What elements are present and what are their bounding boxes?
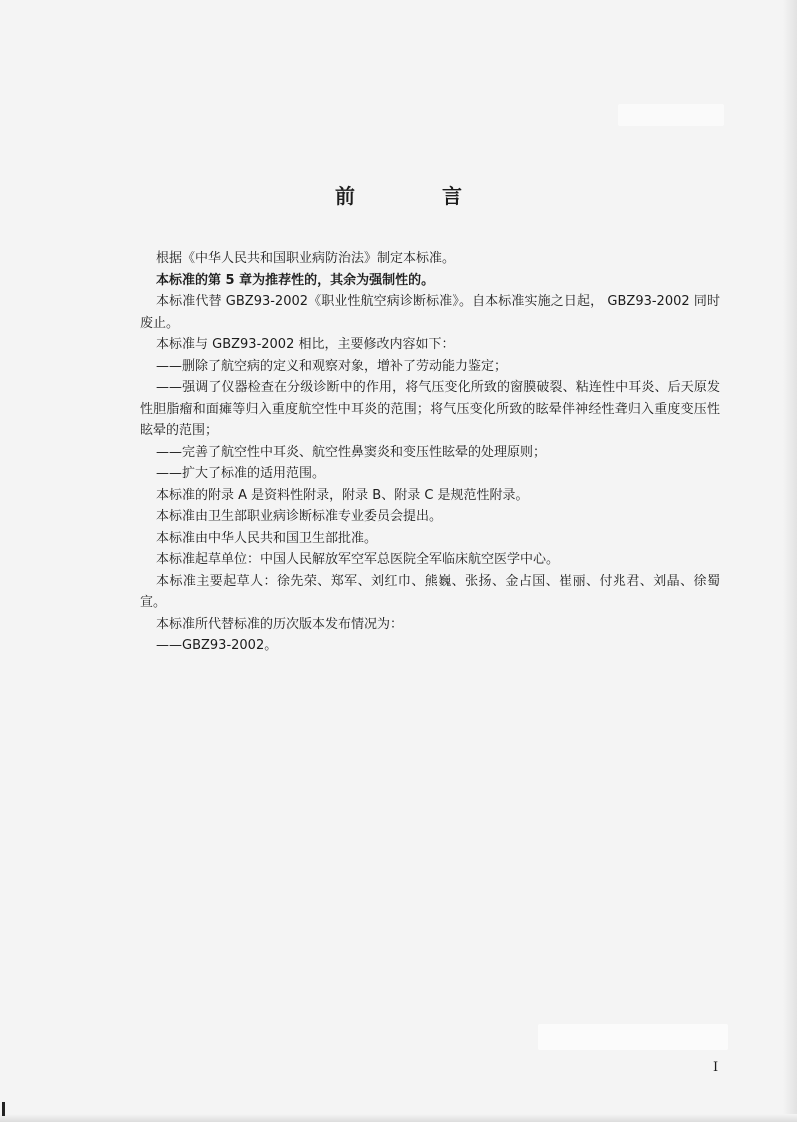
page-edge-shadow <box>0 1114 797 1122</box>
list-item-change: ——完善了航空性中耳炎、航空性鼻窦炎和变压性眩晕的处理原则； <box>156 444 547 460</box>
scan-smudge <box>538 1024 728 1050</box>
paragraph-drafting-unit: 本标准起草单位：中国人民解放军空军总医院全军临床航空医学中心。 <box>156 552 560 567</box>
list-item-change: ——扩大了标准的适用范围。 <box>156 466 326 481</box>
list-item-history: ——GBZ93-2002。 <box>156 638 278 653</box>
page-edge-shadow <box>783 0 797 1122</box>
paragraph-legal-basis: 根据《中华人民共和国职业病防治法》制定本标准。 <box>156 251 456 266</box>
foreword-body <box>140 248 720 657</box>
paragraph-history-intro: 本标准所代替标准的历次版本发布情况为： <box>156 616 404 632</box>
paragraph-approver: 本标准由中华人民共和国卫生部批准。 <box>156 530 378 546</box>
page-number: I <box>713 1060 719 1075</box>
page-title: 前 言 <box>335 184 502 208</box>
paragraph-proposer: 本标准由卫生部职业病诊断标准专业委员会提出。 <box>156 509 443 524</box>
paragraph-changes-intro: 本标准与 GBZ93-2002 相比，主要修改内容如下： <box>156 337 455 352</box>
list-item-change: ——删除了航空病的定义和观察对象，增补了劳动能力鉴定； <box>156 358 508 374</box>
scan-mark <box>2 1102 5 1116</box>
paragraph-drafters: 本标准主要起草人：徐先荣、郑军、刘红巾、熊巍、张扬、金占国、崔丽、付兆君、刘晶、徐蜀宣。 <box>140 573 720 610</box>
paragraph-replacement: 本标准代替 GBZ93-2002《职业性航空病诊断标准》。自本标准实施之日起， GBZ93-2002 同时废止。 <box>140 294 720 331</box>
paragraph-mandatory-note: 本标准的第 5 章为推荐性的，其余为强制性的。 <box>156 272 435 288</box>
paragraph-appendix: 本标准的附录 A 是资料性附录，附录 B、附录 C 是规范性附录。 <box>156 487 529 503</box>
scan-smudge <box>618 104 724 126</box>
list-item-change: ——强调了仪器检查在分级诊断中的作用，将气压变化所致的窗膜破裂、粘连性中耳炎、后天原发性胆脂瘤和面瘫等归入重度航空性中耳炎的范围；将气压变化所致的眩晕伴神经性聋归入重度变压性眩晕的范围； <box>140 380 720 438</box>
